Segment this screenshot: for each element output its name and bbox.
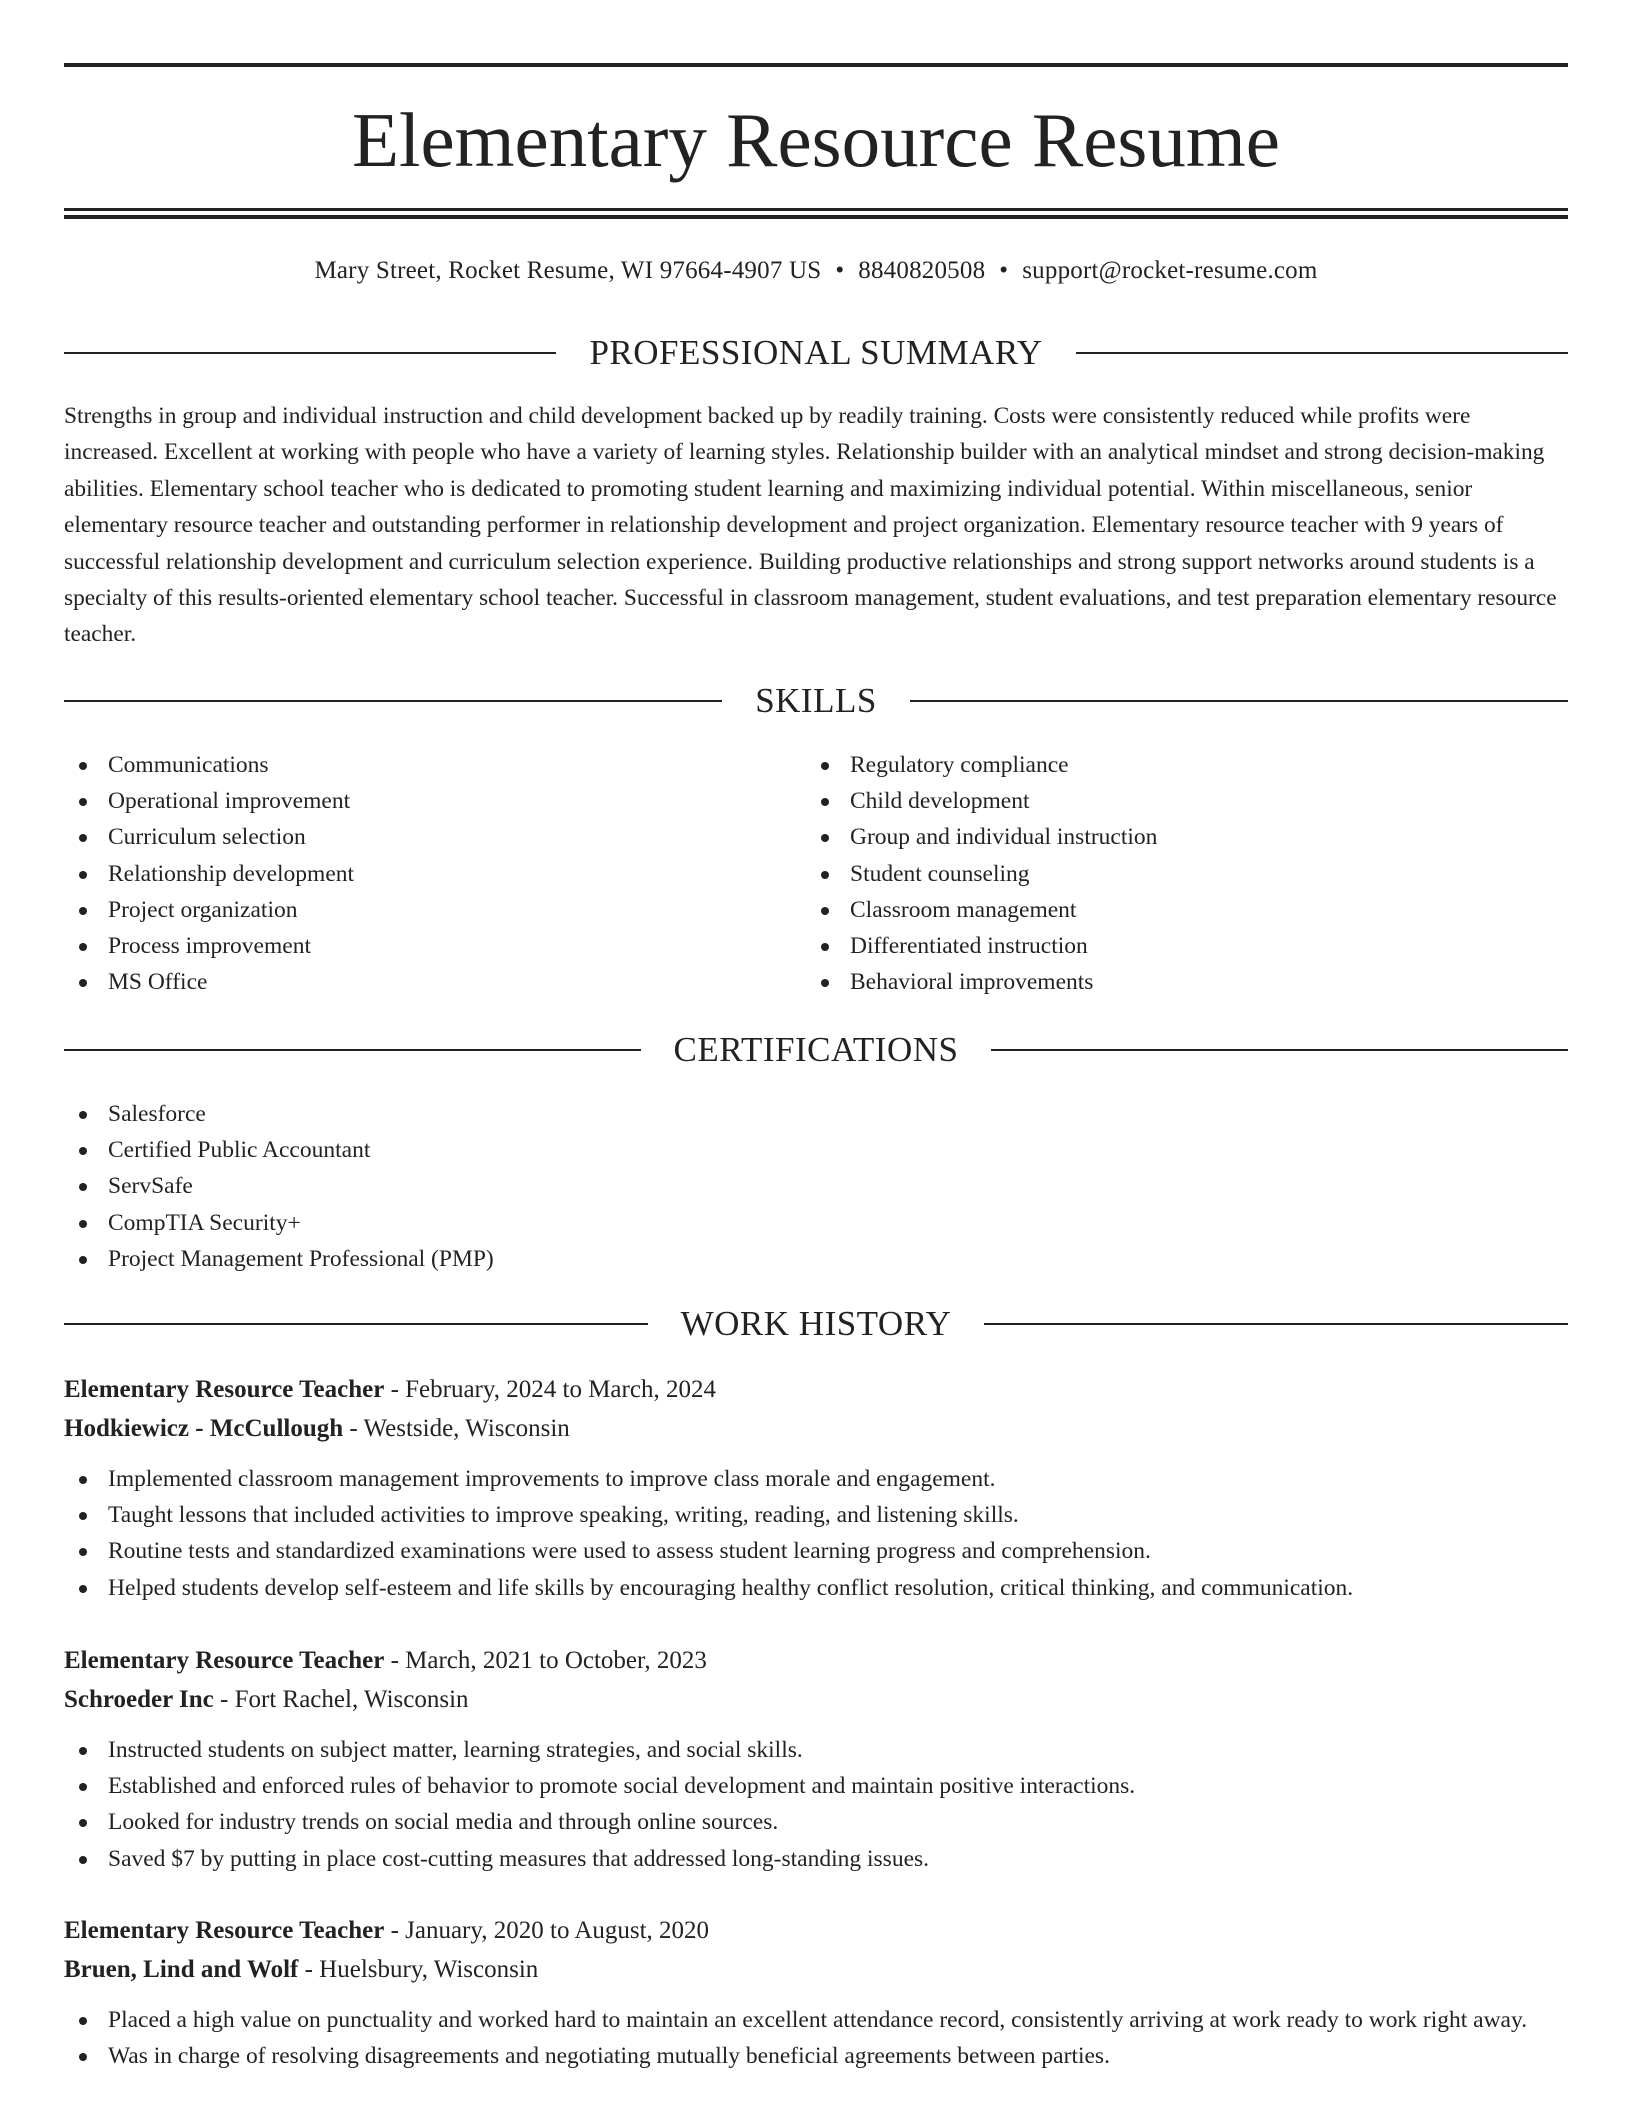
job-location: - Fort Rachel, Wisconsin: [213, 1686, 469, 1713]
job-location: - Westside, Wisconsin: [343, 1415, 570, 1442]
contact-separator: •: [999, 257, 1009, 284]
job-entry: [64, 1911, 1568, 2074]
job-title: Elementary Resource Teacher: [64, 1917, 385, 1944]
skill-item: Project organization: [64, 892, 764, 928]
job-dates: - March, 2021 to October, 2023: [384, 1647, 707, 1674]
skills-list-right: [806, 747, 1566, 1000]
certifications-heading-label: CERTIFICATIONS: [673, 1030, 959, 1069]
job-bullet: Placed a high value on punctuality and worked hard to maintain an excellent attendance record, consistently arriving at work ready to work right away.: [64, 2002, 1568, 2038]
skills-list-left: [64, 747, 764, 1000]
job-title: Elementary Resource Teacher: [64, 1647, 385, 1674]
heading-rule-left: [64, 1323, 648, 1325]
job-bullets: [64, 2002, 1568, 2074]
certifications-heading: [64, 1028, 1568, 1072]
job-company: Hodkiewicz - McCullough: [64, 1415, 344, 1442]
skill-item: Process improvement: [64, 928, 764, 964]
skills-heading: [64, 679, 1568, 723]
heading-rule-right: [984, 1323, 1568, 1325]
contact-line: [64, 253, 1568, 289]
job-company: Schroeder Inc: [64, 1686, 214, 1713]
job-bullet: Routine tests and standardized examinations were used to assess student learning progress and comprehension.: [64, 1533, 1568, 1569]
skill-item: Regulatory compliance: [806, 747, 1566, 783]
job-company: Bruen, Lind and Wolf: [64, 1956, 299, 1983]
job-dates: - February, 2024 to March, 2024: [384, 1376, 716, 1403]
header-top-rule: [64, 63, 1568, 67]
job-company-line: [64, 1680, 1568, 1719]
certifications-list: [64, 1096, 1568, 1277]
heading-rule-right: [1076, 352, 1568, 354]
heading-rule-left: [64, 700, 722, 702]
heading-rule-right: [910, 700, 1568, 702]
certification-item: Salesforce: [64, 1096, 1568, 1132]
certification-item: CompTIA Security+: [64, 1205, 1568, 1241]
skill-item: Differentiated instruction: [806, 928, 1566, 964]
summary-heading-label: PROFESSIONAL SUMMARY: [589, 333, 1043, 372]
contact-email: support@rocket-resume.com: [1022, 257, 1318, 284]
job-title-line: [64, 1911, 1568, 1950]
certification-item: ServSafe: [64, 1168, 1568, 1204]
contact-separator: •: [835, 257, 845, 284]
contact-phone: 8840820508: [858, 257, 986, 284]
work-history-heading-label: WORK HISTORY: [680, 1304, 952, 1343]
job-company-line: [64, 1409, 1568, 1448]
heading-rule-left: [64, 1049, 641, 1051]
certification-item: Certified Public Accountant: [64, 1132, 1568, 1168]
skill-item: Group and individual instruction: [806, 819, 1566, 855]
skills-heading-label: SKILLS: [755, 681, 877, 720]
job-title-line: [64, 1641, 1568, 1680]
job-company-line: [64, 1950, 1568, 1989]
heading-rule-right: [991, 1049, 1568, 1051]
header-bottom-rule-second: [64, 215, 1568, 219]
skill-item: Communications: [64, 747, 764, 783]
job-dates: - January, 2020 to August, 2020: [384, 1917, 710, 1944]
job-bullets: [64, 1732, 1568, 1877]
work-history-heading: [64, 1302, 1568, 1346]
job-bullet: Helped students develop self-esteem and life skills by encouraging healthy conflict resolution, critical thinking, and communication.: [64, 1570, 1568, 1606]
skill-item: Classroom management: [806, 892, 1566, 928]
job-entry: [64, 1370, 1568, 1606]
job-title: Elementary Resource Teacher: [64, 1376, 385, 1403]
resume-title: Elementary Resource Resume: [352, 97, 1280, 183]
skill-item: Student counseling: [806, 856, 1566, 892]
job-location: - Huelsbury, Wisconsin: [298, 1956, 539, 1983]
heading-rule-left: [64, 352, 556, 354]
skill-item: Child development: [806, 783, 1566, 819]
job-bullet: Implemented classroom management improvements to improve class morale and engagement.: [64, 1461, 1568, 1497]
job-bullet: Established and enforced rules of behavior to promote social development and maintain positive interactions.: [64, 1768, 1568, 1804]
job-title-line: [64, 1370, 1568, 1409]
skill-item: Curriculum selection: [64, 819, 764, 855]
job-entry: [64, 1641, 1568, 1877]
certification-item: Project Management Professional (PMP): [64, 1241, 1568, 1277]
job-bullet: Instructed students on subject matter, learning strategies, and social skills.: [64, 1732, 1568, 1768]
job-bullets: [64, 1461, 1568, 1606]
job-bullet: Saved $7 by putting in place cost-cutting measures that addressed long-standing issues.: [64, 1841, 1568, 1877]
summary-heading: [64, 331, 1568, 375]
contact-address: Mary Street, Rocket Resume, WI 97664-4907 US: [314, 257, 822, 284]
job-bullet: Was in charge of resolving disagreements and negotiating mutually beneficial agreements between parties.: [64, 2038, 1568, 2074]
summary-text: Strengths in group and individual instruction and child development backed up by readily training. Costs were consistently reduced while profits were increased. Excellent at working with people who have a variety of learning styles. Relationship builder with an analytical mindset and strong decision-making abilities. Elementary school teacher who is dedicated to promoting student learning and maximizing individual potential. Within miscellaneous, senior elementary resource teacher and outstanding performer in relationship development and project organization. Elementary resource teacher with 9 years of successful relationship development and curriculum selection experience. Building productive relationships and strong support networks around students is a specialty of this results-oriented elementary school teacher. Successful in classroom management, student evaluations, and test preparation elementary resource teacher.: [64, 403, 1557, 648]
skill-item: Relationship development: [64, 856, 764, 892]
job-bullet: Looked for industry trends on social media and through online sources.: [64, 1804, 1568, 1840]
skill-item: MS Office: [64, 964, 764, 1000]
job-bullet: Taught lessons that included activities to improve speaking, writing, reading, and listening skills.: [64, 1497, 1568, 1533]
skill-item: Behavioral improvements: [806, 964, 1566, 1000]
header-bottom-rule: [64, 208, 1568, 211]
skill-item: Operational improvement: [64, 783, 764, 819]
